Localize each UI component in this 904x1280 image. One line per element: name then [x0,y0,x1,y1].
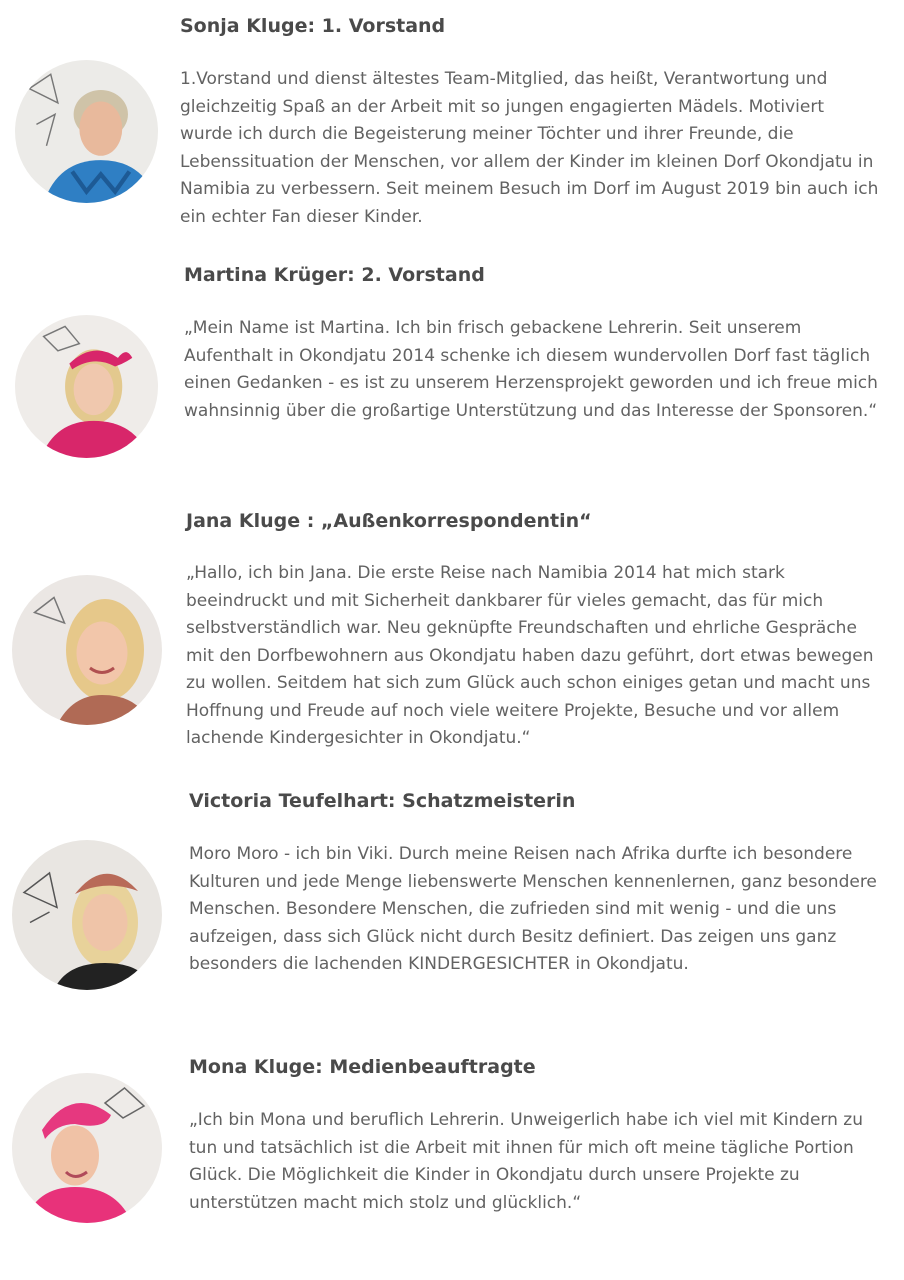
portrait-photo [12,1073,162,1223]
member-bio: 1.Vorstand und dienst ältestes Team-Mitglied, das heißt, Verantwortung und gleichzeitig Spaß an der Arbeit mit so jungen engagierten Mädels. Motiviert wurde ich durch die Begeisterung meiner Töchter und ihrer Freunde, die Lebenssituation der Menschen, vor allem der Kinder im kleinen Dorf Okondjatu in Namibia zu verbessern. Seit meinem Besuch im Dorf im August 2019 bin auch ich ein echter Fan dieser Kinder. [180,69,879,227]
member-name: Victoria Teufelhart: Schatzmeisterin [189,790,576,812]
avatar-victoria [12,840,162,990]
member-bio: „Ich bin Mona und beruflich Lehrerin. Unweigerlich habe ich viel mit Kindern zu tun und tatsächlich ist die Arbeit mit ihnen für mich oft meine tägliche Portion Glück. Die Möglichkeit die Kinder in Okondjatu durch unsere Projekte zu unterstützen macht mich stolz und glücklich.“ [189,1110,863,1213]
member-name: Jana Kluge : „Außenkorrespondentin“ [186,510,592,532]
avatar-sonja [15,60,158,203]
member-name: Sonja Kluge: 1. Vorstand [180,15,446,37]
portrait-photo [12,575,162,725]
avatar-mona [12,1073,162,1223]
avatar-martina [15,315,158,458]
member-bio: „Hallo, ich bin Jana. Die erste Reise nach Namibia 2014 hat mich stark beeindruckt und mit Sicherheit dankbarer für vieles gemacht, das für mich selbstverständlich war. Neu geknüpfte Freundschaften und ehrliche Gespräche mit den Dorfbewohnern aus Okondjatu haben dazu geführt, dort etwas bewegen zu wollen. Seitdem hat sich zum Glück auch schon einiges getan und macht uns Hoffnung und Freude auf noch viele weitere Projekte, Besuche und vor allem lachende Kindergesichter in Okondjatu.“ [186,563,874,748]
portrait-photo [12,840,162,990]
member-name: Mona Kluge: Medienbeauftragte [189,1056,536,1078]
avatar-jana [12,575,162,725]
member-bio: „Mein Name ist Martina. Ich bin frisch gebackene Lehrerin. Seit unserem Aufenthalt in Okondjatu 2014 schenke ich diesem wundervollen Dorf fast täglich einen Gedanken - es ist zu unserem Herzensprojekt geworden und ich freue mich wahnsinnig über die großartige Unterstützung und das Interesse der Sponsoren.“ [184,318,878,421]
member-bio: Moro Moro - ich bin Viki. Durch meine Reisen nach Afrika durfte ich besondere Kulturen und jede Menge liebenswerte Menschen kennenlernen, ganz besondere Menschen. Besondere Menschen, die zufrieden sind mit wenig - und die uns aufzeigen, dass sich Glück nicht durch Besitz definiert. Das zeigen uns ganz besonders die lachenden KINDERGESICHTER in Okondjatu. [189,844,877,974]
portrait-photo [15,60,158,203]
member-name: Martina Krüger: 2. Vorstand [184,264,485,286]
portrait-photo [15,315,158,458]
